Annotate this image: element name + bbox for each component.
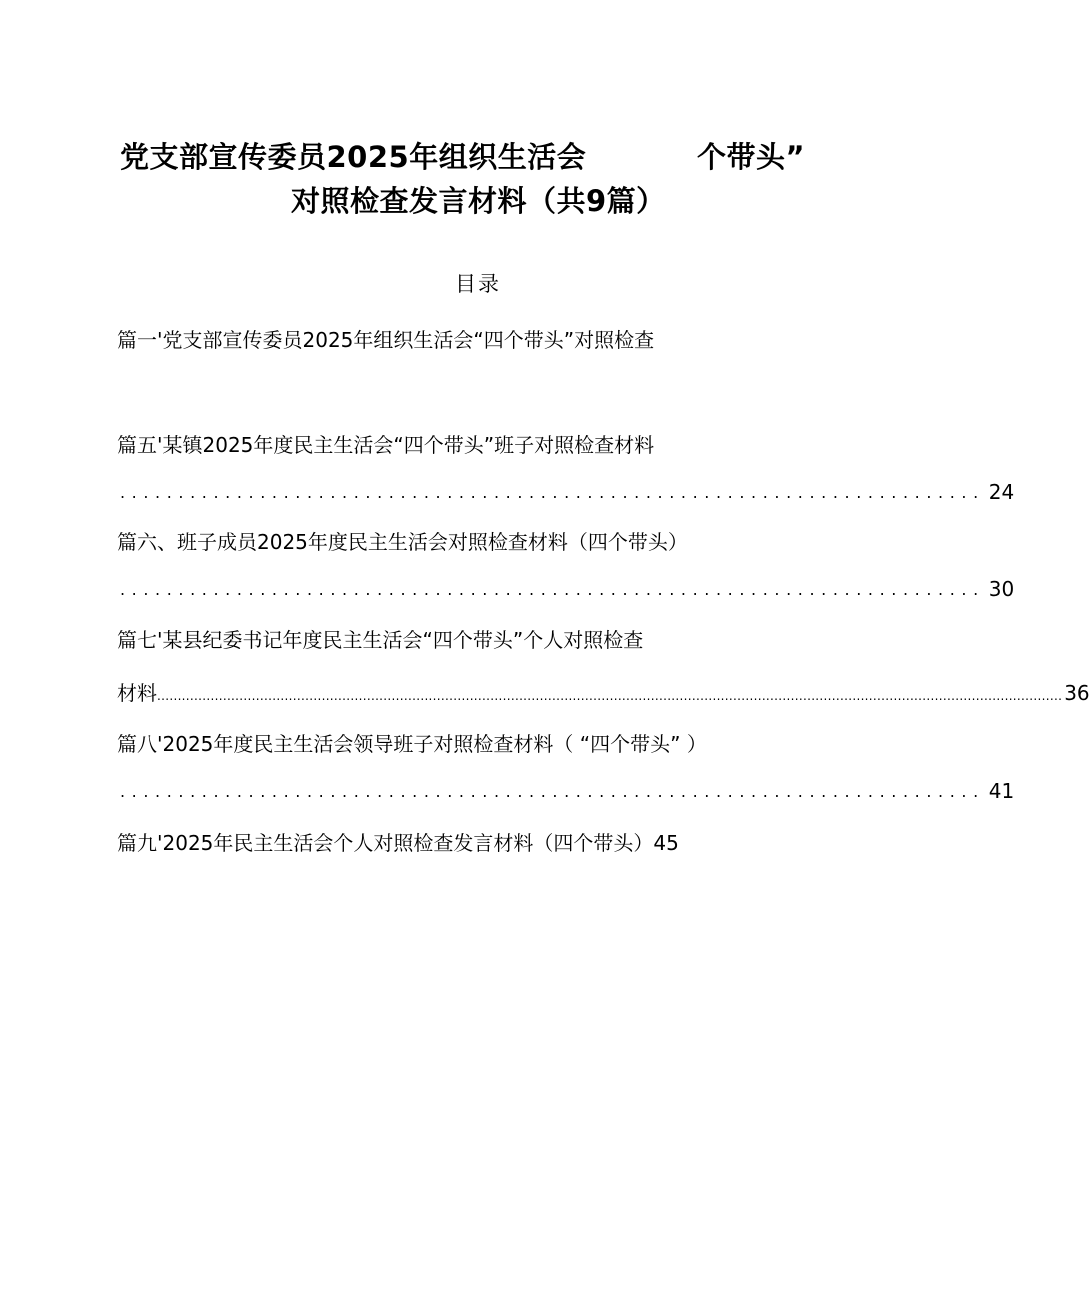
toc-heading: 目录	[455, 272, 501, 296]
document-title-line-1-end: 个带头”	[697, 140, 806, 174]
toc-entry-5-leader	[120, 777, 1015, 805]
dot-leader: ..........................................................................	[120, 483, 985, 502]
toc-entry-2-page: 24	[988, 480, 1015, 504]
toc-entry-4-page: 36	[1064, 681, 1090, 705]
toc-entry-6[interactable]: 篇九'2025年民主生活会个人对照检查发言材料（四个带头）45	[117, 831, 679, 855]
toc-entry-5-page: 41	[988, 779, 1015, 803]
document-title-line-1: 党支部宣传委员2025年组织生活会	[120, 140, 587, 174]
dot-leader: ..........................................................................	[120, 782, 985, 801]
toc-entry-4-continuation[interactable]: 材料	[117, 681, 157, 705]
toc-entry-4[interactable]: 篇七'某县纪委书记年度民主生活会“四个带头”个人对照检查	[117, 628, 644, 652]
document-title-line-2: 对照检查发言材料（共9篇）	[291, 184, 666, 218]
toc-entry-2-leader	[120, 478, 1015, 506]
dot-leader: ..........................................................................	[120, 580, 985, 599]
toc-entry-4-leader	[117, 679, 1090, 707]
toc-entry-3[interactable]: 篇六、班子成员2025年度民主生活会对照检查材料（四个带头）	[117, 530, 688, 554]
dot-leader: ............................................................................................................................................................................................................................	[157, 689, 1063, 703]
toc-entry-5[interactable]: 篇八'2025年度民主生活会领导班子对照检查材料（ “四个带头” ）	[117, 732, 707, 756]
toc-entry-1[interactable]: 篇一'党支部宣传委员2025年组织生活会“四个带头”对照检查	[117, 328, 655, 352]
toc-entry-3-page: 30	[988, 577, 1015, 601]
toc-entry-2[interactable]: 篇五'某镇2025年度民主生活会“四个带头”班子对照检查材料	[117, 433, 655, 457]
toc-entry-3-leader	[120, 575, 1015, 603]
